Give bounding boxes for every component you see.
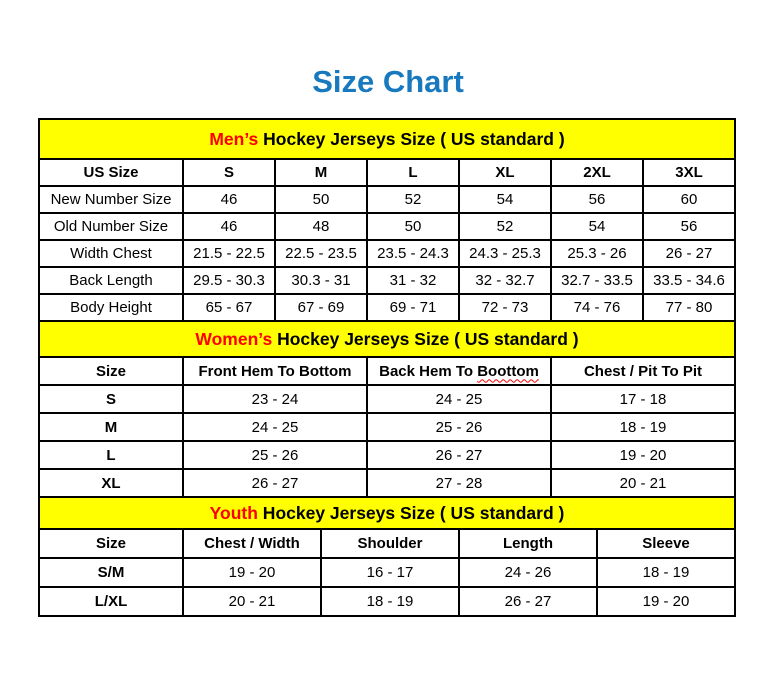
size-value: 20 - 21 bbox=[551, 469, 735, 497]
table-row bbox=[39, 441, 735, 469]
size-value: 17 - 18 bbox=[551, 385, 735, 413]
size-value: 26 - 27 bbox=[367, 441, 551, 469]
column-header: Size bbox=[39, 357, 183, 385]
column-header: Chest / Width bbox=[183, 529, 321, 558]
womens-size-table bbox=[38, 320, 736, 498]
column-header bbox=[367, 357, 551, 385]
size-value: 31 - 32 bbox=[367, 267, 459, 294]
size-value: 23.5 - 24.3 bbox=[367, 240, 459, 267]
column-header: 3XL bbox=[643, 159, 735, 186]
column-header: Sleeve bbox=[597, 529, 735, 558]
size-value: 29.5 - 30.3 bbox=[183, 267, 275, 294]
size-chart-tables bbox=[38, 118, 736, 617]
size-value: 22.5 - 23.5 bbox=[275, 240, 367, 267]
size-value: 26 - 27 bbox=[643, 240, 735, 267]
size-value: 60 bbox=[643, 186, 735, 213]
women-section-title bbox=[39, 321, 735, 357]
size-value: 26 - 27 bbox=[183, 469, 367, 497]
size-value: 72 - 73 bbox=[459, 294, 551, 321]
table-row bbox=[39, 413, 735, 441]
size-value: 69 - 71 bbox=[367, 294, 459, 321]
size-value: 48 bbox=[275, 213, 367, 240]
column-header: M bbox=[275, 159, 367, 186]
size-value: 65 - 67 bbox=[183, 294, 275, 321]
size-value: 20 - 21 bbox=[183, 587, 321, 616]
row-label: XL bbox=[39, 469, 183, 497]
youth-section-title bbox=[39, 497, 735, 529]
column-header: Size bbox=[39, 529, 183, 558]
size-value: 52 bbox=[459, 213, 551, 240]
size-value: 24 - 26 bbox=[459, 558, 597, 587]
size-value: 27 - 28 bbox=[367, 469, 551, 497]
table-row bbox=[39, 186, 735, 213]
size-value: 30.3 - 31 bbox=[275, 267, 367, 294]
column-header: XL bbox=[459, 159, 551, 186]
size-value: 50 bbox=[275, 186, 367, 213]
size-value: 18 - 19 bbox=[551, 413, 735, 441]
mens-size-table bbox=[38, 118, 736, 322]
size-value: 54 bbox=[551, 213, 643, 240]
column-header: Chest / Pit To Pit bbox=[551, 357, 735, 385]
column-header: Front Hem To Bottom bbox=[183, 357, 367, 385]
table-row bbox=[39, 294, 735, 321]
size-value: 21.5 - 22.5 bbox=[183, 240, 275, 267]
size-value: 46 bbox=[183, 213, 275, 240]
row-label: M bbox=[39, 413, 183, 441]
size-value: 24 - 25 bbox=[367, 385, 551, 413]
table-row bbox=[39, 558, 735, 587]
size-value: 56 bbox=[551, 186, 643, 213]
row-label: Old Number Size bbox=[39, 213, 183, 240]
size-value: 77 - 80 bbox=[643, 294, 735, 321]
size-value: 25.3 - 26 bbox=[551, 240, 643, 267]
row-label: L/XL bbox=[39, 587, 183, 616]
size-value: 24.3 - 25.3 bbox=[459, 240, 551, 267]
row-label: Body Height bbox=[39, 294, 183, 321]
size-value: 50 bbox=[367, 213, 459, 240]
row-label: L bbox=[39, 441, 183, 469]
youth-column-header-row bbox=[39, 529, 735, 558]
men-section-highlight: Men’s bbox=[209, 128, 259, 149]
size-value: 32.7 - 33.5 bbox=[551, 267, 643, 294]
table-row bbox=[39, 385, 735, 413]
size-value: 56 bbox=[643, 213, 735, 240]
size-value: 19 - 20 bbox=[551, 441, 735, 469]
size-value: 18 - 19 bbox=[597, 558, 735, 587]
size-value: 52 bbox=[367, 186, 459, 213]
column-header: 2XL bbox=[551, 159, 643, 186]
column-header: Length bbox=[459, 529, 597, 558]
women-section-band bbox=[39, 321, 735, 357]
page-title: Size Chart bbox=[312, 64, 464, 99]
size-value: 23 - 24 bbox=[183, 385, 367, 413]
men-section-title bbox=[39, 119, 735, 159]
size-value: 24 - 25 bbox=[183, 413, 367, 441]
youth-section-band bbox=[39, 497, 735, 529]
table-row bbox=[39, 213, 735, 240]
men-section-title-rest: Hockey Jerseys Size ( US standard ) bbox=[258, 128, 565, 149]
size-value: 18 - 19 bbox=[321, 587, 459, 616]
table-row bbox=[39, 469, 735, 497]
size-value: 67 - 69 bbox=[275, 294, 367, 321]
row-label: Width Chest bbox=[39, 240, 183, 267]
size-value: 19 - 20 bbox=[597, 587, 735, 616]
men-column-header-row bbox=[39, 159, 735, 186]
column-header-text: Back Hem To bbox=[379, 362, 478, 380]
youth-size-table bbox=[38, 496, 736, 617]
row-label: S bbox=[39, 385, 183, 413]
size-value: 46 bbox=[183, 186, 275, 213]
column-header: L bbox=[367, 159, 459, 186]
column-header: Shoulder bbox=[321, 529, 459, 558]
row-label: New Number Size bbox=[39, 186, 183, 213]
table-row bbox=[39, 240, 735, 267]
size-value: 33.5 - 34.6 bbox=[643, 267, 735, 294]
women-section-highlight: Women’s bbox=[195, 328, 273, 349]
misspelled-word-squiggle: Boottom bbox=[477, 362, 539, 380]
size-value: 74 - 76 bbox=[551, 294, 643, 321]
size-value: 26 - 27 bbox=[459, 587, 597, 616]
size-value: 25 - 26 bbox=[183, 441, 367, 469]
table-row bbox=[39, 587, 735, 616]
women-section-title-rest: Hockey Jerseys Size ( US standard ) bbox=[272, 328, 579, 349]
size-value: 54 bbox=[459, 186, 551, 213]
youth-section-title-rest: Hockey Jerseys Size ( US standard ) bbox=[257, 502, 565, 523]
men-section-band bbox=[39, 119, 735, 159]
youth-section-highlight: Youth bbox=[209, 502, 258, 523]
women-column-header-row bbox=[39, 357, 735, 385]
size-value: 19 - 20 bbox=[183, 558, 321, 587]
size-value: 25 - 26 bbox=[367, 413, 551, 441]
column-header: US Size bbox=[39, 159, 183, 186]
size-value: 32 - 32.7 bbox=[459, 267, 551, 294]
size-value: 16 - 17 bbox=[321, 558, 459, 587]
row-label: Back Length bbox=[39, 267, 183, 294]
row-label: S/M bbox=[39, 558, 183, 587]
table-row bbox=[39, 267, 735, 294]
column-header: S bbox=[183, 159, 275, 186]
